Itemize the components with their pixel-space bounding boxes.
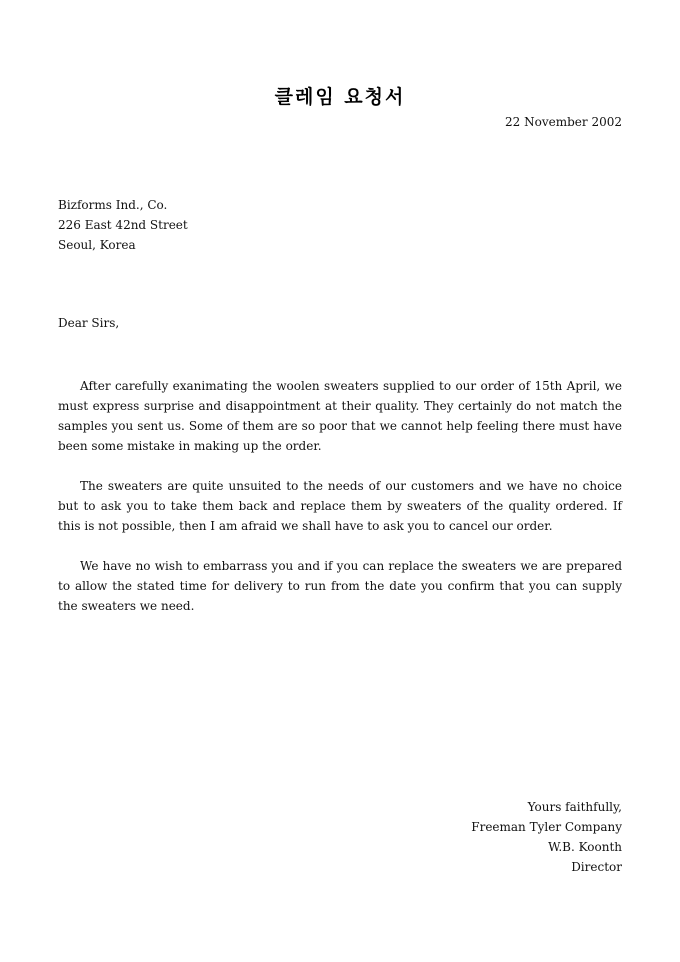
recipient-city: Seoul, Korea	[58, 238, 136, 252]
letter-body	[58, 376, 622, 636]
valediction: Yours faithfully,	[527, 800, 622, 814]
document-title: 클레임 요청서	[274, 86, 406, 108]
letter-closing	[471, 797, 622, 877]
body-paragraph-1: After carefully exanimating the woolen sweaters supplied to our order of 15th April, we must express surprise and disappointment at their quality. They certainly do not match the samples you sent us. Some of them are so poor that we cannot help feeling there must have been some mistake in making up the order.	[58, 379, 622, 453]
sender-company: Freeman Tyler Company	[471, 820, 622, 834]
signer-position: Director	[571, 860, 622, 874]
recipient-company: Bizforms Ind., Co.	[58, 198, 168, 212]
recipient-street: 226 East 42nd Street	[58, 218, 188, 232]
signer-name: W.B. Koonth	[548, 840, 622, 854]
recipient-address	[58, 195, 188, 255]
body-paragraph-3: We have no wish to embarrass you and if you can replace the sweaters we are prepared to allow the stated time for delivery to run from the date you confirm that you can supply the sweaters we need.	[58, 559, 622, 613]
salutation: Dear Sirs,	[58, 316, 120, 330]
body-paragraph-2: The sweaters are quite unsuited to the needs of our customers and we have no choice but to ask you to take them back and replace them by sweaters of the quality ordered. If this is not possible, then I am afraid we shall have to ask you to cancel our order.	[58, 479, 622, 533]
letter-date: 22 November 2002	[505, 115, 622, 129]
